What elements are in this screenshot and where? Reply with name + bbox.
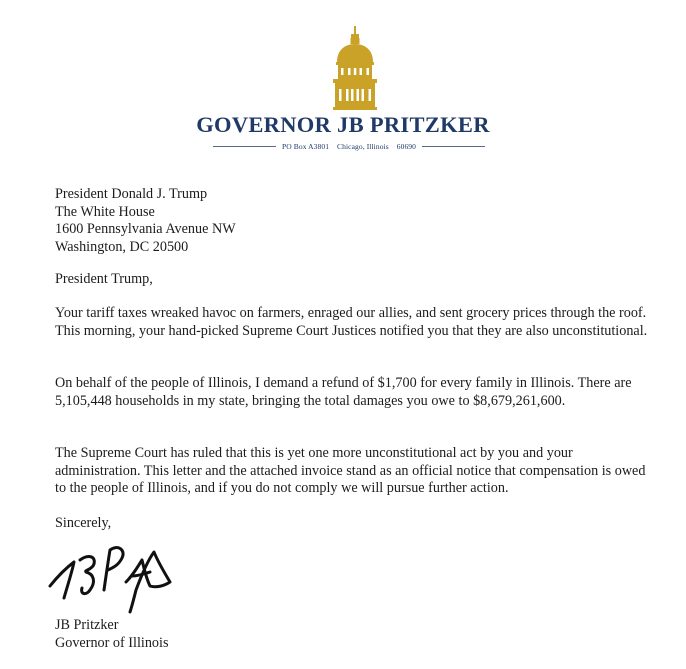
- address-city-state: Chicago, Illinois: [337, 141, 389, 151]
- letterhead-title: GOVERNOR JB PRITZKER: [196, 112, 490, 137]
- signer-block: [55, 617, 168, 652]
- letterhead-address: [213, 140, 485, 152]
- signer-name: JB Pritzker: [55, 617, 119, 633]
- body-paragraph-3: The Supreme Court has ruled that this is yet one more unconstitutional act by you and your administration. This letter and the attached invoice stand as an official notice that compensation is owed to the people of Illinois, and if you do not comply we will pursue further action.: [55, 445, 646, 497]
- letterhead: [0, 0, 686, 160]
- recipient-address-block: [55, 186, 236, 256]
- recipient-line: The White House: [55, 203, 155, 220]
- address-divider-right: [422, 146, 485, 147]
- address-text: [282, 142, 416, 151]
- body-paragraph-1: Your tariff taxes wreaked havoc on farmers, enraged our allies, and sent grocery prices through the roof. This morning, your hand-picked Supreme Court Justices notified you that they are also unconstitutional.: [55, 305, 648, 339]
- address-po-box: PO Box A3801: [282, 141, 330, 151]
- salutation: President Trump,: [55, 271, 153, 287]
- capitol-dome-icon: [324, 26, 386, 110]
- recipient-line: Washington, DC 20500: [55, 238, 189, 255]
- recipient-line: 1600 Pennsylvania Avenue NW: [55, 221, 236, 238]
- address-divider-left: [213, 146, 276, 147]
- signer-title: Governor of Illinois: [55, 634, 169, 651]
- handwritten-signature-icon: [46, 536, 176, 616]
- closing: Sincerely,: [55, 515, 112, 531]
- body-paragraph-2: On behalf of the people of Illinois, I demand a refund of $1,700 for every family in Illinois. There are 5,105,448 households in my state, bringing the total damages you owe to $8,679,261,600.: [55, 375, 632, 409]
- recipient-line: President Donald J. Trump: [55, 186, 208, 202]
- address-zip: 60690: [396, 141, 416, 151]
